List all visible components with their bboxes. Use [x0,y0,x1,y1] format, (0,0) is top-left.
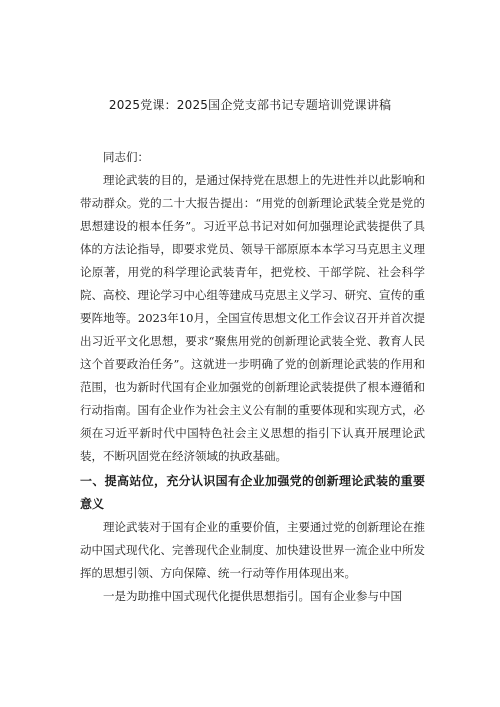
section-1-paragraph: 理论武装对于国有企业的重要价值，主要通过党的创新理论在推动中国式现代化、完善现代企业制度、加快建设世界一流企业中所发挥的思想引领、方向保障、统一行动等作用体现出来。 [80,520,425,580]
document-body [80,146,425,608]
intro-paragraph: 理论武装的目的，是通过保持党在思想上的先进性并以此影响和带动群众。党的二十大报告提出：“用党的创新理论武装全党是党的思想建设的根本任务”。习近平总书记对如何加强理论武装提供了具体的方法论指导，即要求党员、领导干部原原本本学习马克思主义理论原著，用党的科学理论武装青年，把党校、干部学院、社会科学院、高校、理论学习中心组等建成马克思主义学习、研究、宣传的重要阵地等。2023年10月，全国宣传思想文化工作会议召开并首次提出习近平文化思想，要求“聚焦用党的创新理论武装全党、教育人民这个首要政治任务”。这就进一步明确了党的创新理论武装的作用和范围，也为新时代国有企业加强党的创新理论武装提供了根本遵循和行动指南。国有企业作为社会主义公有制的重要体现和实现方式，必须在习近平新时代中国特色社会主义思想的指引下认真开展理论武装，不断巩固党在经济领域的执政基础。 [80,173,425,463]
point-1-paragraph: 一是为助推中国式现代化提供思想指引。国有企业参与中国 [103,589,402,603]
greeting: 同志们： [103,150,149,164]
section-heading-1: 一、提高站位，充分认识国有企业加强党的创新理论武装的重要意义 [80,474,425,511]
document-title: 2025党课：2025国企党支部书记专题培训党课讲稿 [108,98,392,112]
